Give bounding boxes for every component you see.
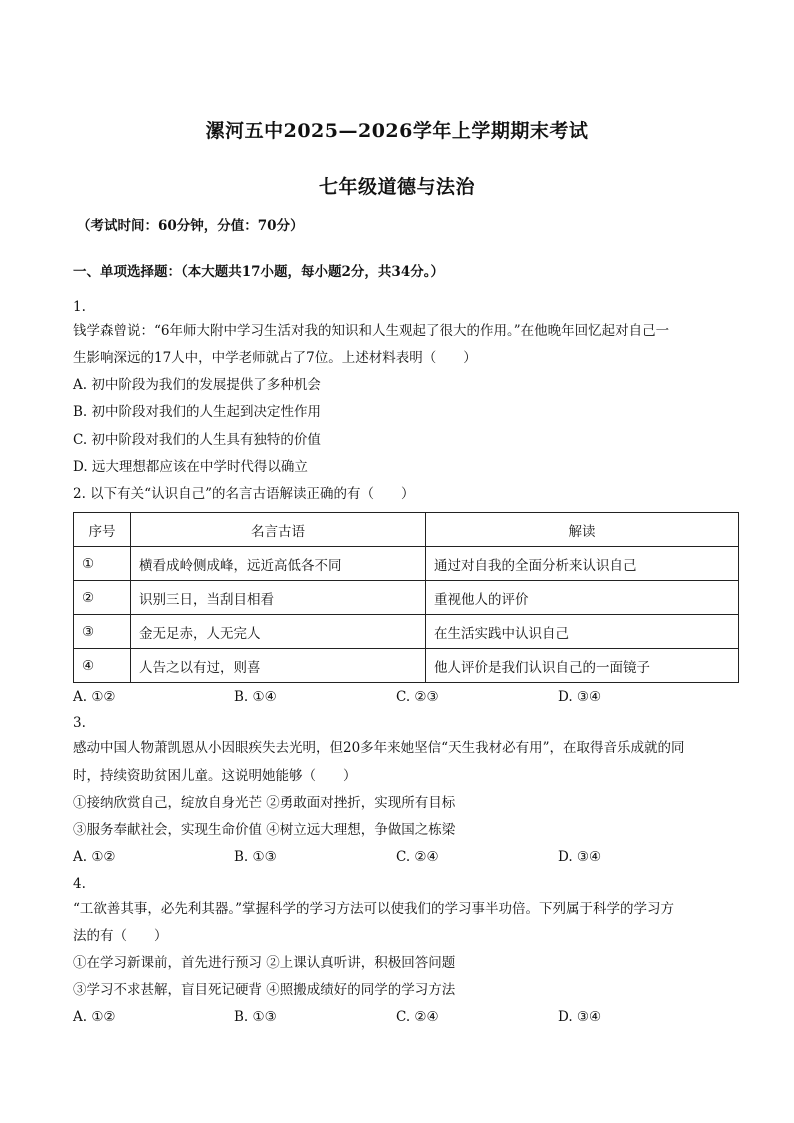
q4-choice-line2: ③学习不求甚解，盲目死记硬背 ④照搬成绩好的同学的学习方法 <box>73 982 456 998</box>
q3-option-d: D. ③④ <box>558 849 602 865</box>
q1-option-a: A. 初中阶段为我们的发展提供了多种机会 <box>73 377 321 393</box>
table-cell: 重视他人的评价 <box>426 581 739 615</box>
table-row <box>74 615 739 649</box>
table-header: 解读 <box>426 513 739 547</box>
table-cell: 横看成岭侧成峰，远近高低各不同 <box>131 547 426 581</box>
q2-option-c: C. ②③ <box>396 689 439 705</box>
q2-option-a: A. ①② <box>73 689 116 705</box>
q1-option-d: D. 远大理想都应该在中学时代得以确立 <box>73 459 308 475</box>
q3-option-a: A. ①② <box>73 849 116 865</box>
table-cell: ③ <box>74 615 131 649</box>
table-header: 序号 <box>74 513 131 547</box>
table-row <box>74 581 739 615</box>
q1-number: 1. <box>73 299 86 315</box>
q1-stem-line2: 生影响深远的17人中，中学老师就占了7位。上述材料表明（ ） <box>73 350 477 366</box>
table-cell: 识别三日，当刮目相看 <box>131 581 426 615</box>
q2-option-d: D. ③④ <box>558 689 602 705</box>
q1-option-c: C. 初中阶段对我们的人生具有独特的价值 <box>73 432 321 448</box>
table-header-row <box>74 513 739 547</box>
table-cell: ④ <box>74 649 131 683</box>
q3-option-b: B. ①③ <box>234 849 277 865</box>
table-cell: 在生活实践中认识自己 <box>426 615 739 649</box>
q4-option-d: D. ③④ <box>558 1009 602 1025</box>
exam-title: 漯河五中2025—2026学年上学期期末考试 <box>205 120 589 142</box>
exam-info: （考试时间：60分钟，分值：70分） <box>77 218 304 234</box>
exam-subtitle: 七年级道德与法治 <box>318 176 475 198</box>
q1-option-b: B. 初中阶段对我们的人生起到决定性作用 <box>73 404 322 420</box>
table-cell: 他人评价是我们认识自己的一面镜子 <box>426 649 739 683</box>
table-header: 名言古语 <box>131 513 426 547</box>
q3-option-c: C. ②④ <box>396 849 439 865</box>
q3-stem-line1: 感动中国人物萧凯恩从小因眼疾失去光明，但20多年来她坚信“天生我材必有用”，在取得音乐成就的同 <box>73 740 685 756</box>
q3-choice-line1: ①接纳欣赏自己，绽放自身光芒 ②勇敢面对挫折，实现所有目标 <box>73 795 456 811</box>
table-cell: 通过对自我的全面分析来认识自己 <box>426 547 739 581</box>
q2-stem: 2. 以下有关“认识自己”的名言古语解读正确的有（ ） <box>73 486 415 502</box>
q4-option-b: B. ①③ <box>234 1009 277 1025</box>
q2-option-b: B. ①④ <box>234 689 277 705</box>
q4-option-c: C. ②④ <box>396 1009 439 1025</box>
q4-stem-line2: 法的有（ ） <box>73 928 168 944</box>
q3-stem-line2: 时，持续资助贫困儿童。这说明她能够（ ） <box>73 768 357 784</box>
q4-stem-line1: “工欲善其事，必先利其器。”掌握科学的学习方法可以使我们的学习事半功倍。下列属于科学的学习方 <box>73 901 675 917</box>
table-cell: 人告之以有过，则喜 <box>131 649 426 683</box>
table-cell: 金无足赤，人无完人 <box>131 615 426 649</box>
table-cell: ① <box>74 547 131 581</box>
table-row <box>74 649 739 683</box>
q4-number: 4. <box>73 876 86 892</box>
table-row <box>74 547 739 581</box>
section-heading: 一、单项选择题：（本大题共17小题，每小题2分，共34分。） <box>73 264 444 280</box>
q1-stem-line1: 钱学森曾说：“6年师大附中学习生活对我的知识和人生观起了很大的作用。”在他晚年回忆起对自己一 <box>73 323 670 339</box>
q2-table <box>73 512 739 683</box>
table-cell: ② <box>74 581 131 615</box>
q4-choice-line1: ①在学习新课前，首先进行预习 ②上课认真听讲，积极回答问题 <box>73 955 456 971</box>
q4-option-a: A. ①② <box>73 1009 116 1025</box>
q3-choice-line2: ③服务奉献社会，实现生命价值 ④树立远大理想，争做国之栋梁 <box>73 822 456 838</box>
q3-number: 3. <box>73 715 86 731</box>
